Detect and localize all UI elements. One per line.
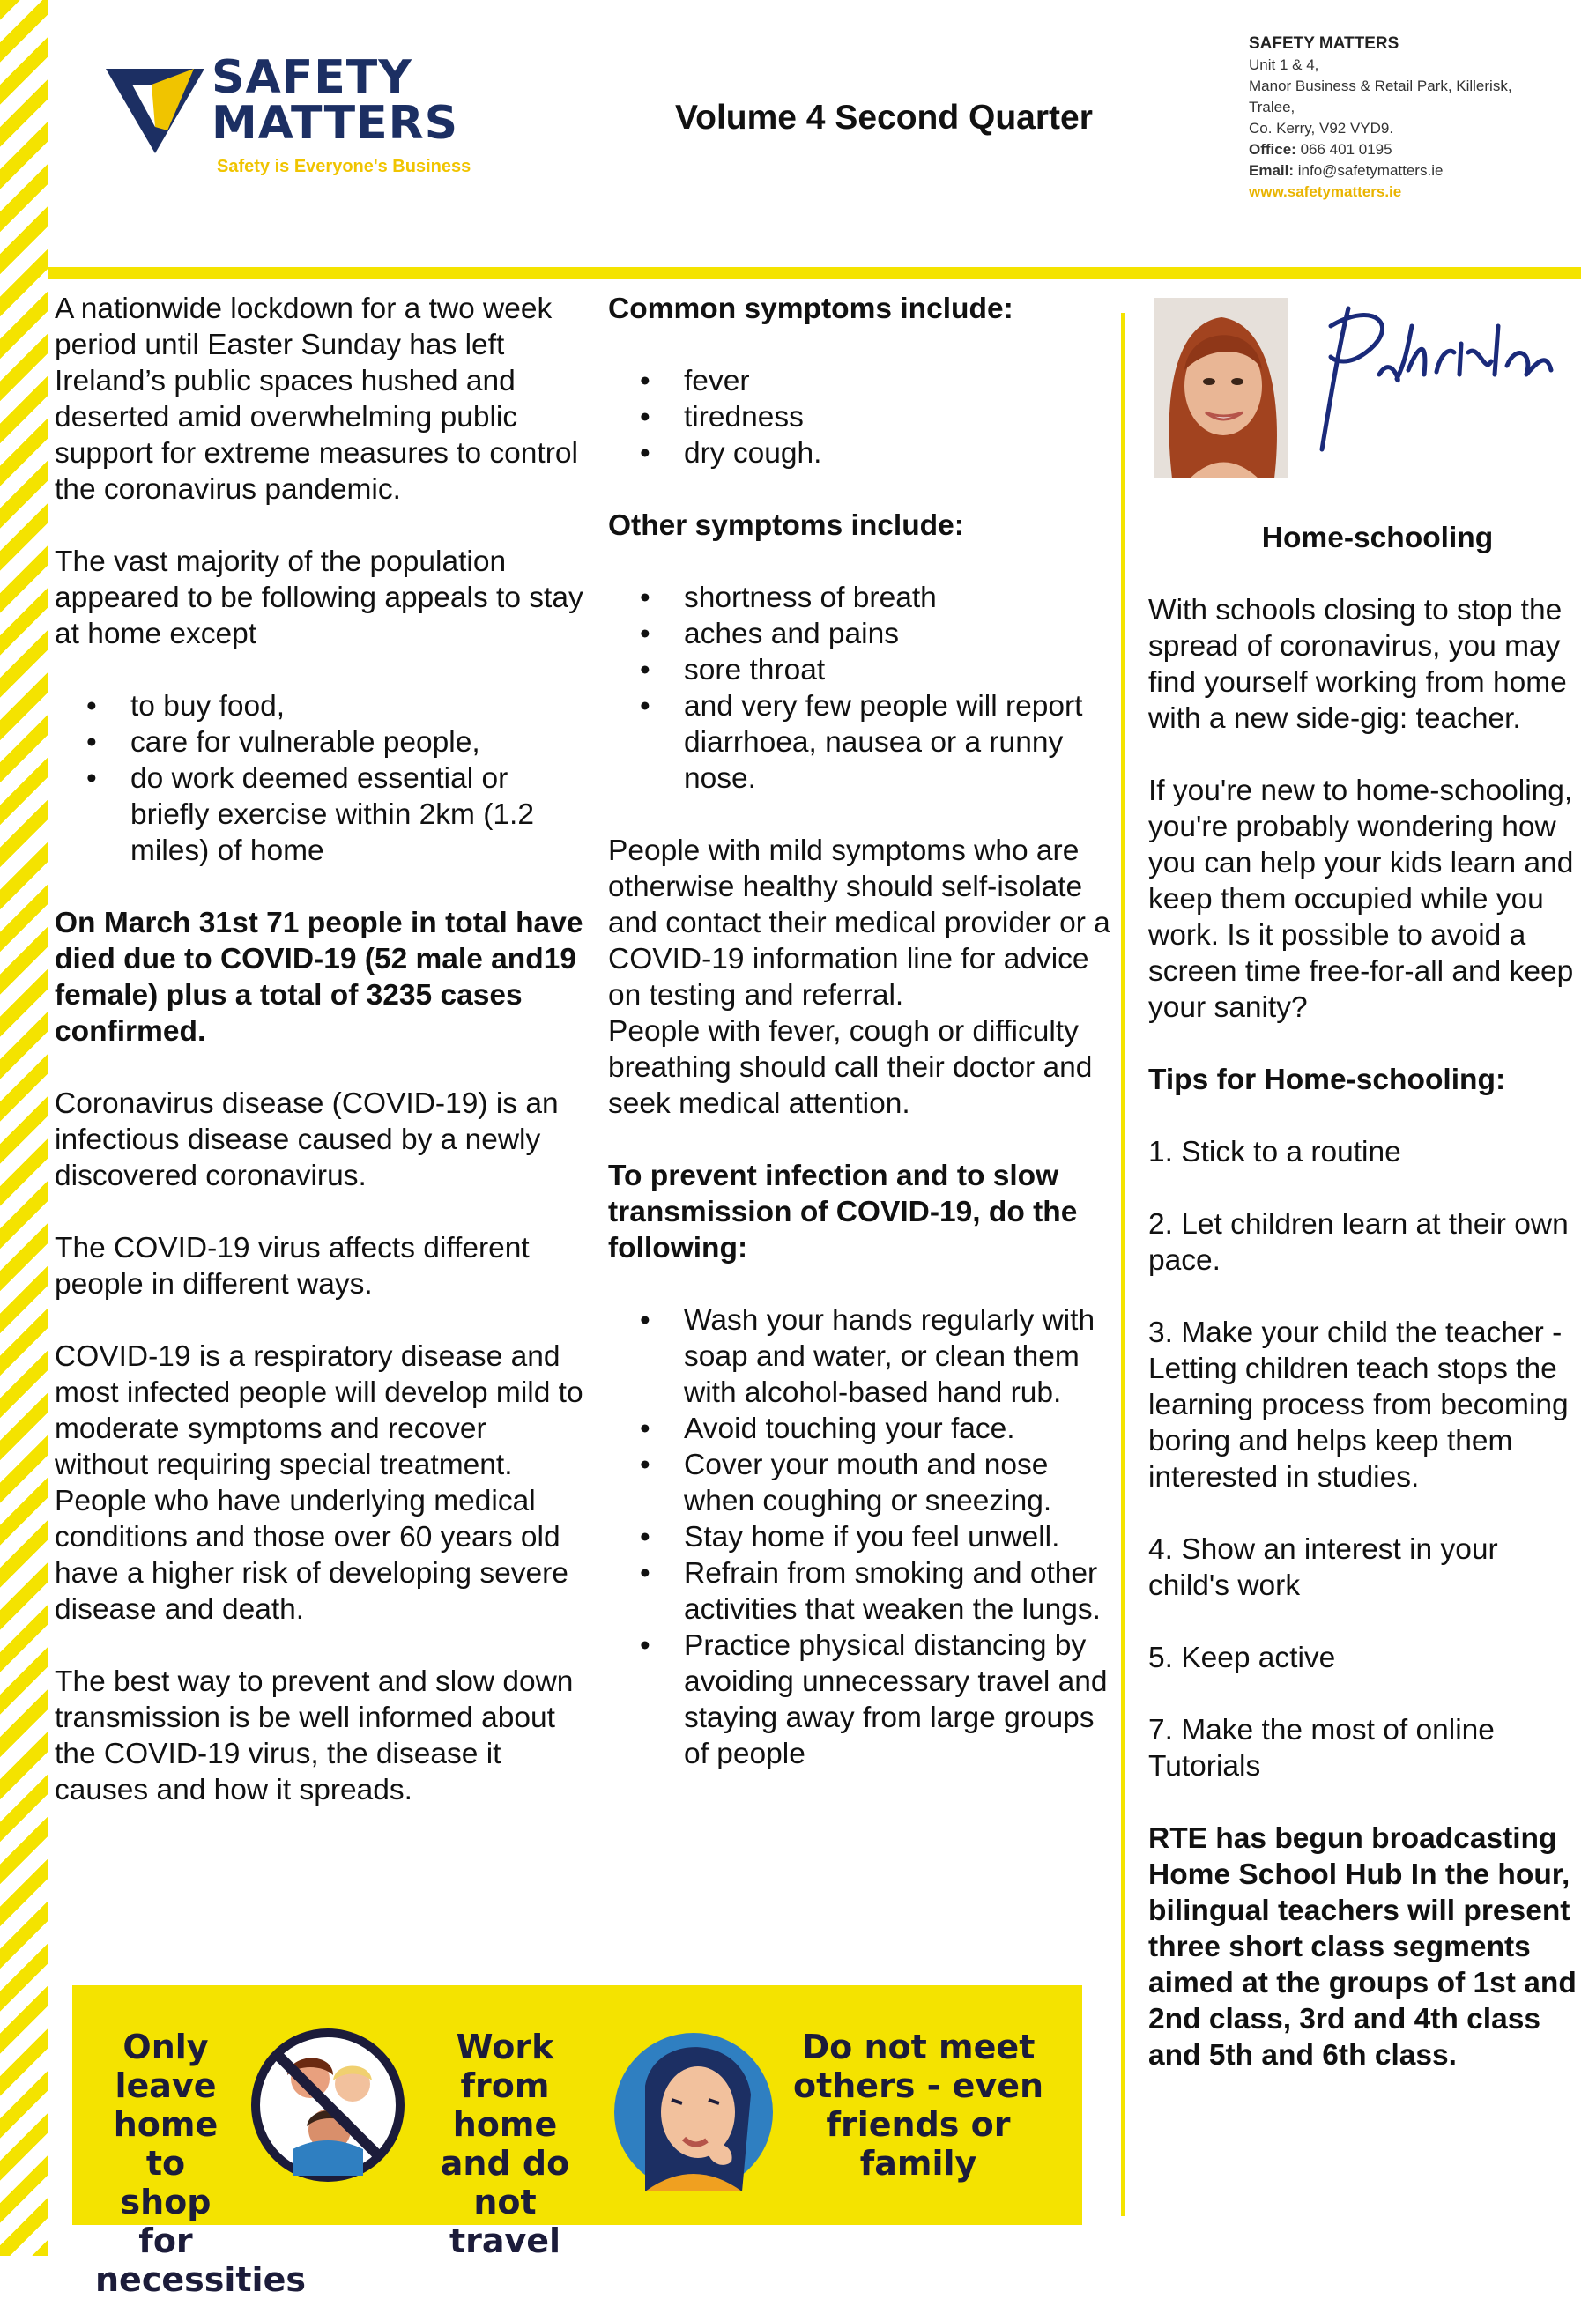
tip-item: 7. Make the most of online Tutorials	[1148, 1714, 1495, 1783]
prevention-list	[608, 1302, 1110, 1772]
covid-affects: The COVID-19 virus affects different people in different ways.	[55, 1232, 530, 1301]
address-line1: Unit 1 & 4,	[1249, 56, 1319, 73]
email	[1249, 160, 1584, 182]
list-item: • do work deemed essential or briefly exercise within 2km (1.2 miles) of home	[130, 760, 583, 869]
safety-matters-logo	[106, 53, 546, 185]
list-item: • tiredness	[684, 399, 1110, 435]
tips-heading: Tips for Home-schooling:	[1148, 1064, 1506, 1096]
stay-home-paragraph: The vast majority of the population appeared to be following appeals to stay at home except	[55, 545, 583, 650]
office-value: 066 401 0195	[1300, 141, 1392, 158]
header-divider	[48, 267, 1581, 279]
list-item: • Stay home if you feel unwell.	[684, 1519, 1110, 1555]
address-line2: Manor Business & Retail Park, Killerisk,	[1249, 78, 1512, 94]
list-item: • care for vulnerable people,	[130, 724, 583, 760]
column-home-schooling	[1148, 520, 1580, 2073]
list-item: • dry cough.	[684, 435, 1110, 471]
sick-person-icon	[610, 2015, 777, 2200]
other-symptoms-list	[608, 580, 1110, 797]
signature-patricia	[1295, 291, 1560, 467]
no-gathering-icon	[249, 2017, 407, 2193]
list-item: • shortness of breath	[684, 580, 1110, 616]
list-item: • sore throat	[684, 652, 1110, 688]
address-line4: Co. Kerry, V92 VYD9.	[1249, 120, 1394, 137]
home-schooling-heading: Home-schooling	[1261, 522, 1494, 554]
public-health-banner	[72, 1985, 1082, 2299]
column-lockdown	[55, 291, 583, 1844]
prevent-heading: To prevent infection and to slow transmission of COVID-19, do the following:	[608, 1160, 1078, 1264]
list-item: • Wash your hands regularly with soap and water, or clean them with alcohol-based hand rub.	[684, 1302, 1110, 1411]
tip-item: 5. Keep active	[1148, 1642, 1336, 1674]
severe-symptoms-paragraph: People with fever, cough or difficulty breathing should call their doctor and seek medical attention.	[608, 1015, 1093, 1120]
rte-paragraph: RTE has begun broadcasting Home School Hub In the hour, bilingual teachers will present three short class segments aimed at the groups of 1st and 2nd class, 3rd and 4th class and 5th and 6th class.	[1148, 1822, 1577, 2072]
list-item: • to buy food,	[130, 688, 583, 724]
website-link[interactable]: www.safetymatters.ie	[1249, 183, 1402, 200]
logo-wordmark	[212, 51, 459, 150]
column-divider	[1121, 313, 1125, 2216]
new-to-homeschool-paragraph: If you're new to home-schooling, you're probably wondering how you can help your kids learn and keep them occupied while you work. Is it possible to avoid a screen time free-for-all and keep your sanity?	[1148, 775, 1574, 1024]
portrait-image	[1154, 298, 1288, 478]
list-item: • and very few people will report diarrhoea, nausea or a runny nose.	[684, 688, 1110, 797]
left-hazard-stripe	[0, 0, 48, 2256]
list-item: • Practice physical distancing by avoiding unnecessary travel and staying away from large groups of people	[684, 1628, 1110, 1772]
logo-line2: MATTERS	[212, 97, 459, 150]
office-phone	[1249, 139, 1584, 160]
banner-text-meet: Do not meet others - even friends or family	[792, 2028, 1044, 2183]
company-name: SAFETY MATTERS	[1249, 34, 1399, 53]
logo-line1: SAFETY	[212, 51, 412, 104]
banner-text-shop: Only leave home to shop for necessities	[95, 2028, 306, 2299]
email-label: Email:	[1249, 162, 1295, 179]
prevention-info: The best way to prevent and slow down transmission is be well informed about the COVID-19 virus, the disease it causes and how it spreads.	[55, 1665, 574, 1806]
column-symptoms	[608, 291, 1110, 1808]
office-label: Office:	[1249, 141, 1296, 158]
schools-closing-paragraph: With schools closing to stop the spread of coronavirus, you may find yourself working from home with a new side-gig: teacher.	[1148, 594, 1567, 735]
covid-definition: Coronavirus disease (COVID-19) is an infectious disease caused by a newly discovered coronavirus.	[55, 1087, 559, 1192]
logo-tagline: Safety is Everyone's Business	[217, 157, 471, 176]
list-item: • aches and pains	[684, 616, 1110, 652]
issue-volume: Volume 4 Second Quarter	[675, 99, 1093, 137]
covid-respiratory: COVID-19 is a respiratory disease and most infected people will develop mild to moderate symptoms and recover without requiring special treatment. People who have underlying medical conditions and those over 60 years old have a higher risk of developing severe disease and death.	[55, 1340, 583, 1626]
common-symptoms-heading: Common symptoms include:	[608, 293, 1013, 325]
banner-text-work: Work from home and do not travel	[440, 2028, 570, 2260]
exceptions-list	[55, 688, 583, 869]
other-symptoms-heading: Other symptoms include:	[608, 509, 964, 542]
tip-item: 2. Let children learn at their own pace.	[1148, 1208, 1569, 1277]
mild-symptoms-paragraph: People with mild symptoms who are otherwise healthy should self-isolate and contact their medical provider or a COVID-19 information line for advice on testing and referral.	[608, 834, 1110, 1012]
lockdown-paragraph: A nationwide lockdown for a two week period until Easter Sunday has left Ireland’s public spaces hushed and deserted amid overwhelming public support for extreme measures to control the coronavirus pandemic.	[55, 293, 578, 506]
list-item: • Cover your mouth and nose when coughing or sneezing.	[684, 1447, 1110, 1519]
tip-item: 1. Stick to a routine	[1148, 1136, 1401, 1168]
death-statistics: On March 31st 71 people in total have died due to COVID-19 (52 male and19 female) plus a total of 3235 cases confirmed.	[55, 907, 583, 1048]
common-symptoms-list	[608, 363, 1110, 471]
list-item: • Avoid touching your face.	[684, 1411, 1110, 1447]
author-photo	[1154, 298, 1288, 478]
logo-chevron-icon	[106, 58, 204, 157]
company-address	[1249, 33, 1584, 203]
list-item: • fever	[684, 363, 1110, 399]
email-link[interactable]: info@safetymatters.ie	[1297, 162, 1444, 179]
list-item: • Refrain from smoking and other activities that weaken the lungs.	[684, 1555, 1110, 1628]
tip-item: 4. Show an interest in your child's work	[1148, 1533, 1498, 1602]
tip-item: 3. Make your child the teacher - Letting children teach stops the learning process from becoming boring and helps keep them interested in studies.	[1148, 1316, 1569, 1494]
address-line3: Tralee,	[1249, 99, 1295, 115]
